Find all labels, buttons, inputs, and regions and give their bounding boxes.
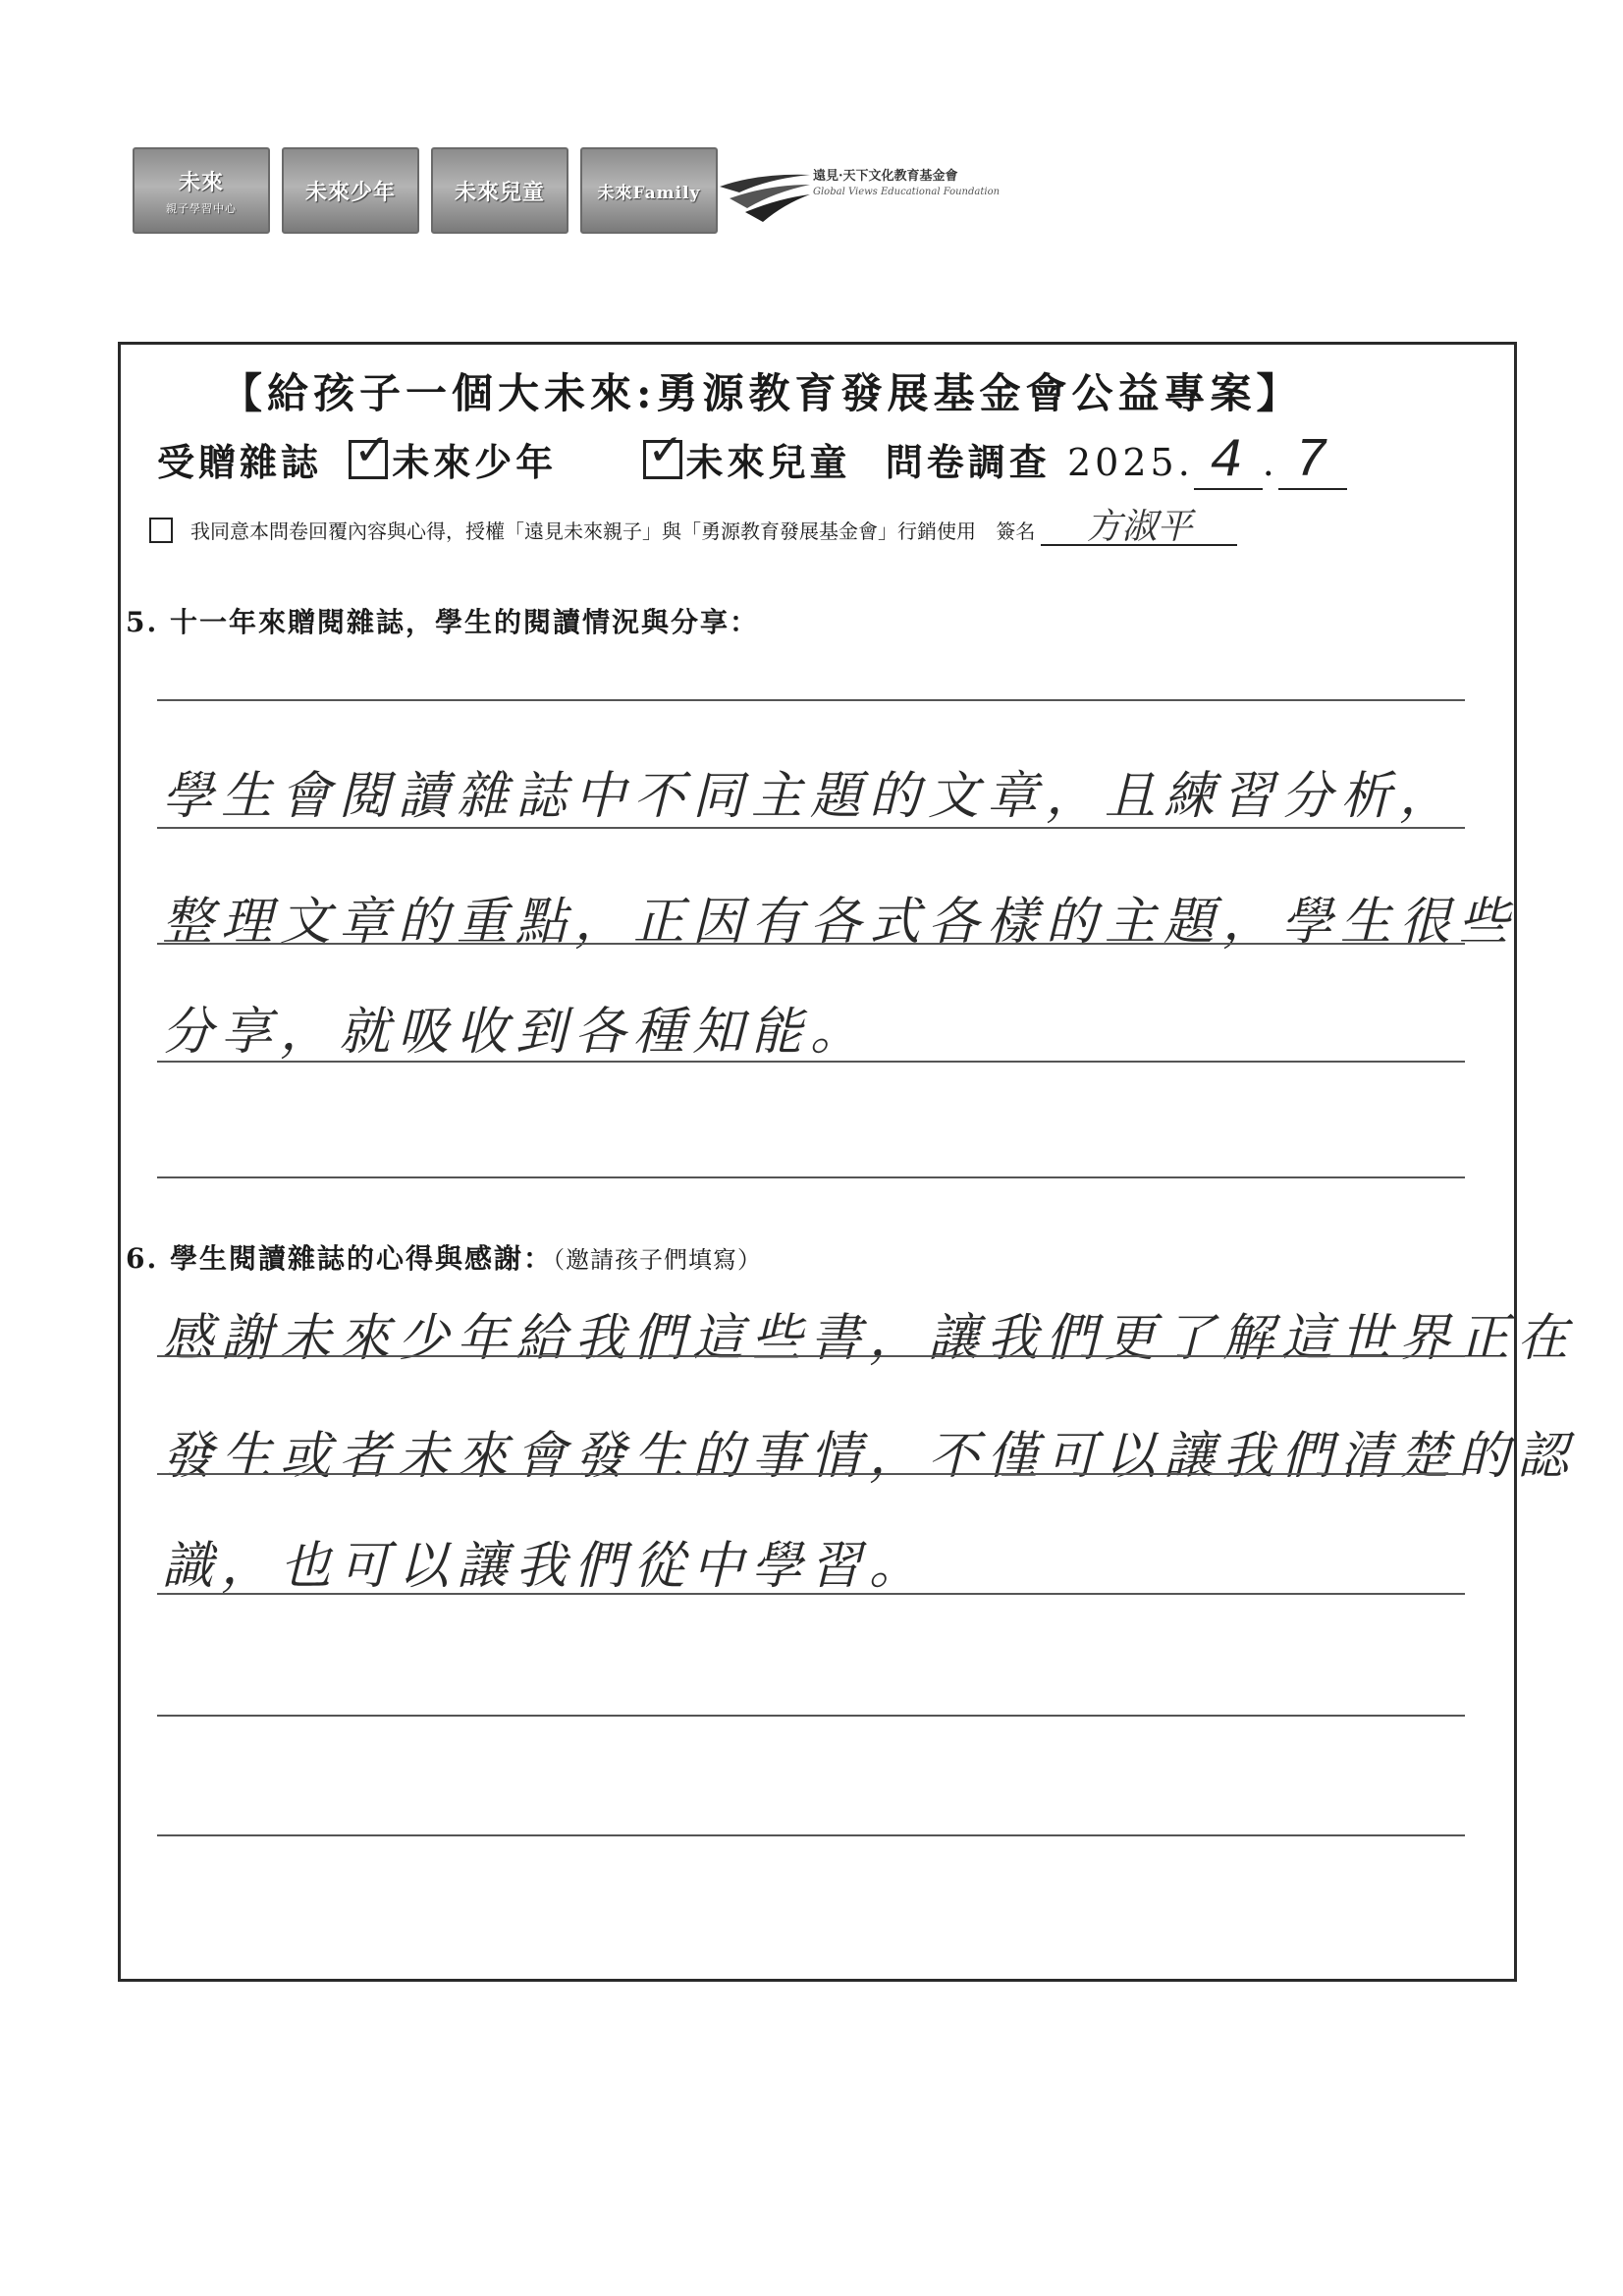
q6-answer-line-2[interactable]: 發生或者未來會發生的事情，不僅可以讓我們清楚的認 (162, 1429, 1577, 1485)
logo-sub: 親子學習中心 (166, 201, 237, 215)
date-month[interactable]: 4 (1194, 433, 1263, 490)
q5-answer-line-2[interactable]: 整理文章的重點，正因有各式各樣的主題，學生很些 (162, 895, 1518, 951)
answer-rule (157, 1355, 1465, 1357)
answer-rule (157, 1834, 1465, 1836)
logo-weilai-family (580, 147, 718, 234)
checkbox-weilai-youth[interactable] (349, 425, 395, 479)
donated-label: 受贈雜誌 (157, 440, 323, 484)
logo-weilai-children (431, 147, 568, 234)
date-year: 2025. (1067, 441, 1194, 484)
swoosh-icon (720, 165, 813, 224)
foundation-logo (720, 165, 1034, 224)
check-icon: ✓ (647, 425, 688, 475)
q6-answer-line-3[interactable]: 識，也可以讓我們從中學習。 (162, 1539, 929, 1595)
question-5-label: 5. 十一年來贈閱雜誌，學生的閱讀情況與分享： (126, 606, 759, 638)
consent-row (149, 509, 1237, 546)
answer-rule (157, 1715, 1465, 1717)
question-6-note: （邀請孩子們填寫） (552, 1246, 762, 1274)
logo-label: 未來 (178, 169, 224, 195)
answer-rule (157, 943, 1465, 945)
q6-answer-line-1[interactable]: 感謝未來少年給我們這些書，讓我們更了解這世界正在 (162, 1311, 1577, 1367)
answer-rule (157, 699, 1465, 701)
form-frame (118, 342, 1517, 1982)
check-icon: ✓ (353, 425, 395, 475)
logo-weilai-youth (282, 147, 419, 234)
answer-rule (157, 827, 1465, 829)
consent-text: 我同意本問卷回覆內容與心得，授權「遠見未來親子」與「勇源教育發展基金會」行銷使用 (190, 519, 976, 543)
signature[interactable]: 方淑平 (1041, 509, 1237, 546)
question-6-text: 6. 學生閱讀雜誌的心得與感謝： (126, 1242, 553, 1275)
logo-label: 未來少年 (304, 179, 396, 205)
form-title: 【給孩子一個大未來:勇源教育發展基金會公益專案】 (221, 369, 1303, 417)
answer-rule (157, 1593, 1465, 1595)
logo-label: 未來Family (597, 183, 701, 203)
answer-rule (157, 1473, 1465, 1475)
logo-label: 未來兒童 (454, 179, 545, 205)
option-weilai-children: 未來兒童 (685, 440, 851, 484)
answer-rule (157, 1176, 1465, 1178)
sign-label: 簽名 (996, 519, 1036, 543)
question-6-label (126, 1237, 762, 1277)
foundation-english: Global Views Educational Foundation (813, 187, 1001, 197)
answer-rule (157, 1061, 1465, 1063)
date-separator: . (1262, 441, 1278, 484)
date-day[interactable]: 7 (1278, 433, 1347, 490)
checkbox-weilai-children[interactable] (643, 425, 688, 479)
consent-checkbox[interactable] (149, 518, 173, 543)
survey-label: 問卷調查 (885, 440, 1051, 484)
q5-answer-line-1[interactable]: 學生會閱讀雜誌中不同主題的文章，且練習分析， (162, 769, 1459, 825)
foundation-name: 遠見·天下文化教育基金會 (813, 169, 958, 184)
magazine-selection (157, 425, 1347, 492)
logo-weilai-parent (133, 147, 270, 234)
option-weilai-youth: 未來少年 (392, 440, 558, 484)
q5-answer-line-3[interactable]: 分享，就吸收到各種知能。 (162, 1005, 870, 1061)
